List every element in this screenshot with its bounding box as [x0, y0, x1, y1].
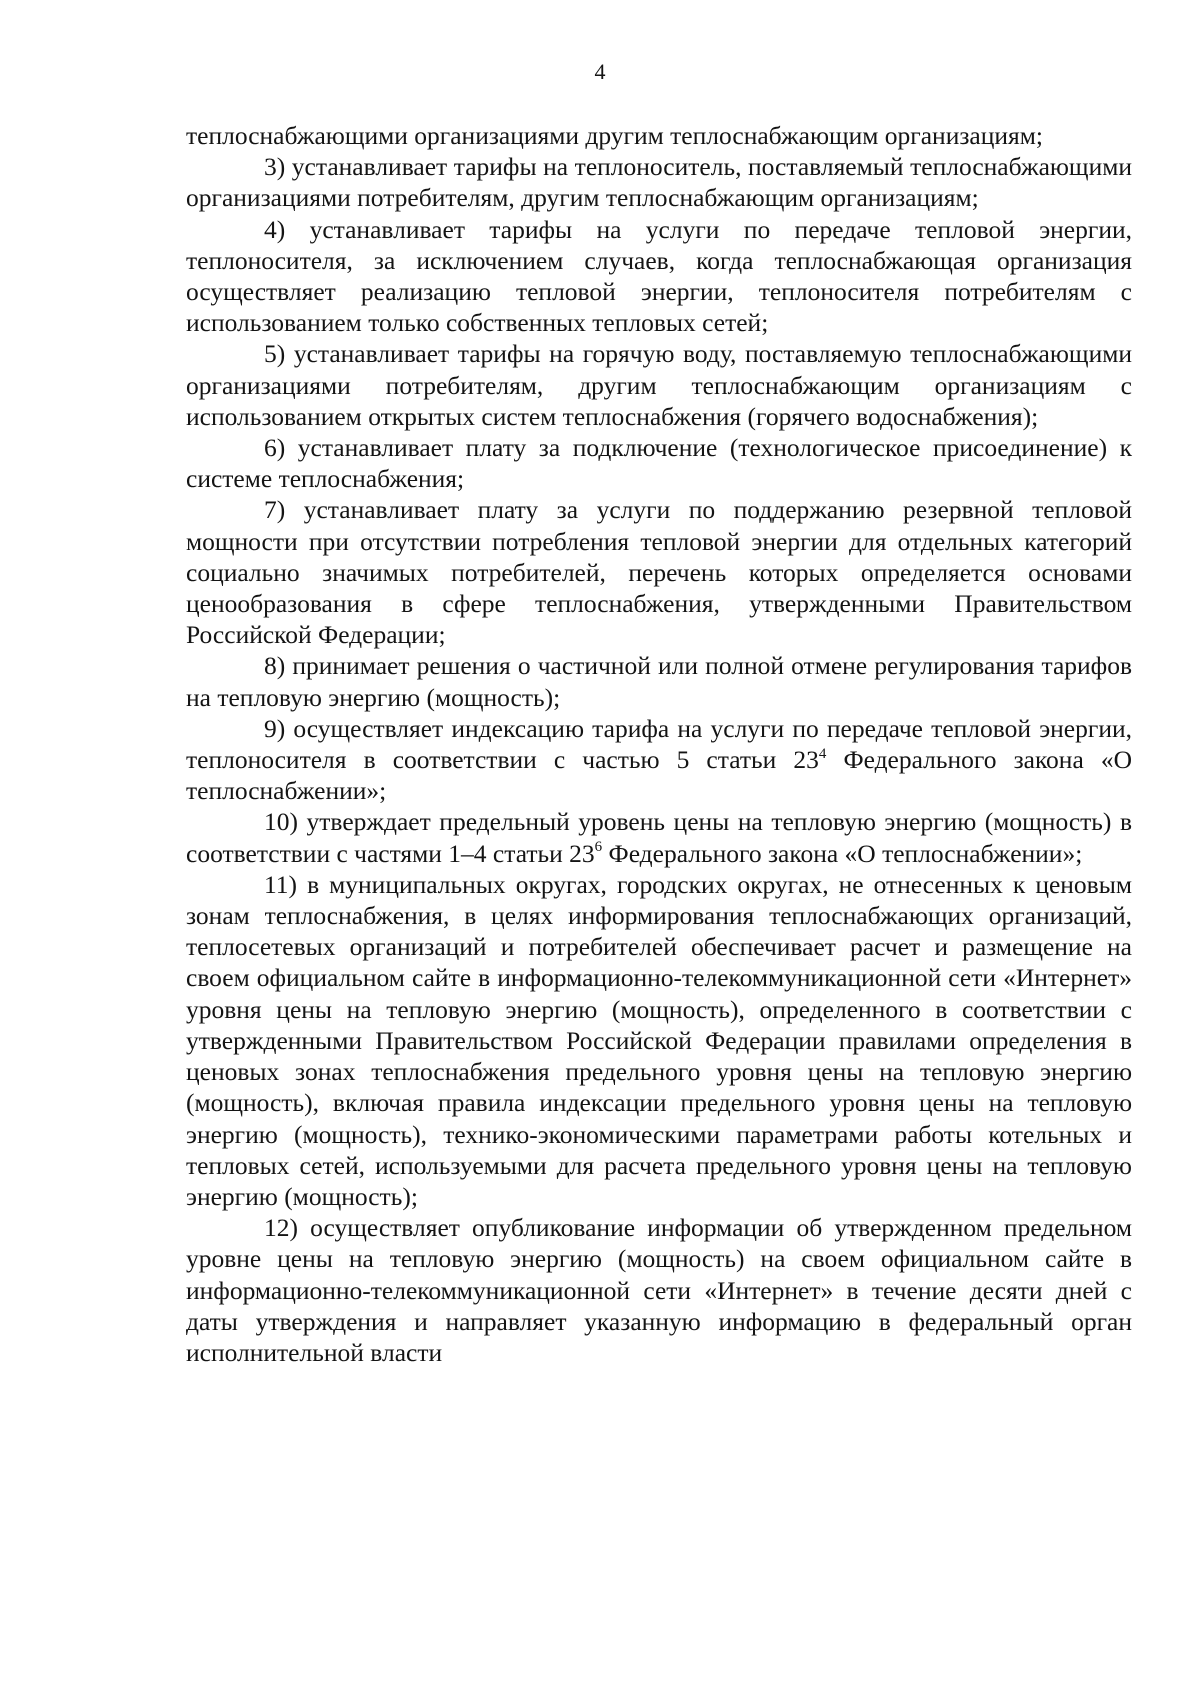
article-superscript: 4 [818, 745, 827, 762]
paragraph-item-5: 5) устанавливает тарифы на горячую воду, поставляемую теплоснабжающими организациями потребителям, другим теплоснабжающим организациям с использованием открытых систем теплоснабжения (горячего водоснабжения); [186, 339, 1132, 431]
paragraph-item-9-text-end: Федерального закона «О теплоснабжении»; [186, 745, 1133, 806]
paragraph-item-9 [186, 713, 1132, 807]
paragraph-item-10-text-end: Федерального закона «О теплоснабжении»; [602, 838, 1083, 868]
paragraph-item-9-text-start: 9) осуществляет индексацию тарифа на услуги по передаче тепловой энергии, теплоносителя в соответствии с частью 5 статьи 23 [186, 713, 1132, 775]
paragraph-item-4: 4) устанавливает тарифы на услуги по передаче тепловой энергии, теплоносителя, за исключением случаев, когда теплоснабжающая организация осуществляет реализацию тепловой энергии, теплоносителя потребителям с использованием только собственных тепловых сетей; [186, 214, 1132, 338]
body-text [186, 120, 1132, 1368]
paragraph-item-12: 12) осуществляет опубликование информации об утвержденном предельном уровне цены на тепловую энергию (мощность) на своем официальном сайте в информационно-телекоммуникационной сети «Интернет» в течение десяти дней с даты утверждения и направляет указанную информацию в федеральный орган исполнительной власти [186, 1213, 1132, 1367]
paragraph-item-3: 3) устанавливает тарифы на теплоноситель, поставляемый теплоснабжающими организациями потребителям, другим теплоснабжающим организациям; [186, 152, 1132, 213]
paragraph-item-10 [186, 806, 1132, 868]
paragraph-item-11: 11) в муниципальных округах, городских округах, не отнесенных к ценовым зонам теплоснабжения, в целях информирования теплоснабжающих организаций, теплосетевых организаций и потребителей обеспечивает расчет и размещение на своем официальном сайте в информационно-телекоммуникационной сети «Интернет» уровня цены на тепловую энергию (мощность), определенного в соответствии с утвержденными Правительством Российской Федерации правилами определения в ценовых зонах теплоснабжения предельного уровня цены на тепловую энергию (мощность), включая правила индексации предельного уровня цены на тепловую энергию (мощность), технико-экономическими параметрами работы котельных и тепловых сетей, используемыми для расчета предельного уровня цены на тепловую энергию (мощность); [186, 869, 1132, 1211]
article-superscript: 6 [594, 839, 603, 856]
page-number: 4 [594, 59, 606, 84]
paragraph-item-8: 8) принимает решения о частичной или полной отмене регулирования тарифов на тепловую энергию (мощность); [186, 651, 1132, 712]
paragraph-item-10-text-start: 10) утверждает предельный уровень цены на тепловую энергию (мощность) в соответствии с частями 1–4 статьи 23 [186, 807, 1132, 868]
paragraph-item-6: 6) устанавливает плату за подключение (технологическое присоединение) к системе теплоснабжения; [186, 433, 1132, 494]
paragraph-continuation: теплоснабжающими организациями другим теплоснабжающим организациям; [186, 121, 1043, 150]
paragraph-item-7: 7) устанавливает плату за услуги по поддержанию резервной тепловой мощности при отсутствии потребления тепловой энергии для отдельных категорий социально значимых потребителей, перечень которых определяется основами ценообразования в сфере теплоснабжения, утвержденными Правительством Российской Федерации; [186, 495, 1132, 650]
